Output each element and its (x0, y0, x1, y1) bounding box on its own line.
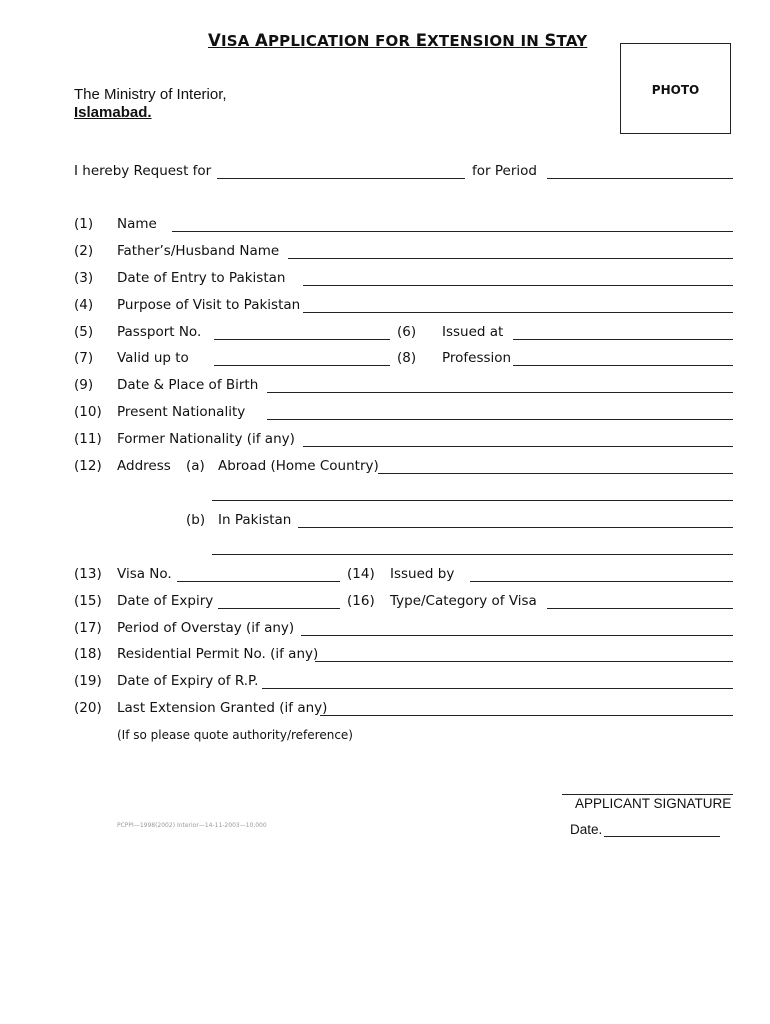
f9-label: Date & Place of Birth (117, 377, 259, 393)
f12b-letter: (b) (186, 512, 206, 528)
request-blank[interactable] (217, 178, 465, 179)
f1-label: Name (117, 216, 157, 232)
f12b-label: In Pakistan (218, 512, 292, 528)
f12a-letter: (a) (186, 458, 205, 474)
f5-blank[interactable] (214, 339, 390, 340)
f12-num: (12) (74, 458, 102, 474)
f8-blank[interactable] (513, 365, 733, 366)
f1-blank[interactable] (172, 231, 733, 232)
f12b-blank[interactable] (298, 527, 733, 528)
f8-label: Profession (442, 350, 512, 366)
f10-label: Present Nationality (117, 404, 246, 420)
title-part: E (415, 31, 428, 50)
f13-blank[interactable] (177, 581, 340, 582)
f17-blank[interactable] (301, 635, 733, 636)
photo-label: PHOTO (651, 83, 700, 97)
f13-num: (13) (74, 566, 102, 582)
f3-num: (3) (74, 270, 94, 286)
f9-num: (9) (74, 377, 94, 393)
f18-blank[interactable] (315, 661, 733, 662)
f2-label: Father’s/Husband Name (117, 243, 280, 259)
f18-num: (18) (74, 646, 102, 662)
f18-label: Residential Permit No. (if any) (117, 646, 319, 662)
f6-num: (6) (397, 324, 417, 340)
f4-num: (4) (74, 297, 94, 313)
f13-label: Visa No. (117, 566, 172, 582)
f14-num: (14) (347, 566, 375, 582)
f5-label: Passport No. (117, 324, 202, 340)
date-blank[interactable] (604, 836, 720, 837)
f14-label: Issued by (390, 566, 455, 582)
title-part: TAY (556, 32, 588, 50)
f11-num: (11) (74, 431, 102, 447)
request-label: I hereby Request for (74, 163, 212, 179)
f12a-label: Abroad (Home Country) (218, 458, 379, 474)
f9-blank[interactable] (267, 392, 733, 393)
f20-num: (20) (74, 700, 102, 716)
f4-label: Purpose of Visit to Pakistan (117, 297, 301, 313)
addressee-line-2: Islamabad. (74, 104, 152, 121)
f15-blank[interactable] (218, 608, 340, 609)
f20-label: Last Extension Granted (if any) (117, 700, 328, 716)
f11-label: Former Nationality (if any) (117, 431, 295, 447)
footer-code: PCPPI—1998(2002) Interior—14-11-2003—10,000 (117, 822, 267, 829)
f7-label: Valid up to (117, 350, 189, 366)
date-label: Date. (570, 822, 603, 837)
title-part: ISA (220, 32, 255, 50)
f10-num: (10) (74, 404, 102, 420)
title-part: V (208, 31, 221, 50)
f16-blank[interactable] (547, 608, 733, 609)
f12a-blank[interactable] (378, 473, 733, 474)
title-part: S (544, 31, 557, 50)
period-blank[interactable] (547, 178, 733, 179)
f14-blank[interactable] (470, 581, 733, 582)
f20-blank[interactable] (320, 715, 733, 716)
f8-num: (8) (397, 350, 417, 366)
f16-num: (16) (347, 593, 375, 609)
f15-label: Date of Expiry (117, 593, 214, 609)
f19-num: (19) (74, 673, 102, 689)
f6-blank[interactable] (513, 339, 733, 340)
f11-blank[interactable] (303, 446, 733, 447)
applicant-signature-label: APPLICANT SIGNATURE (575, 796, 732, 811)
f17-num: (17) (74, 620, 102, 636)
f3-label: Date of Entry to Pakistan (117, 270, 286, 286)
extension-note: (If so please quote authority/reference) (117, 728, 353, 742)
f10-blank[interactable] (267, 419, 733, 420)
f2-blank[interactable] (288, 258, 733, 259)
f4-blank[interactable] (303, 312, 733, 313)
form-title (208, 31, 587, 50)
photo-box (620, 43, 731, 134)
f7-blank[interactable] (214, 365, 390, 366)
f17-label: Period of Overstay (if any) (117, 620, 295, 636)
addressee-line-1: The Ministry of Interior, (74, 86, 227, 103)
f19-label: Date of Expiry of R.P. (117, 673, 259, 689)
f19-blank[interactable] (262, 688, 733, 689)
period-label: for Period (472, 163, 537, 179)
f12-label: Address (117, 458, 171, 474)
f5-num: (5) (74, 324, 94, 340)
f3-blank[interactable] (303, 285, 733, 286)
signature-line[interactable] (562, 794, 733, 795)
f16-label: Type/Category of Visa (390, 593, 537, 609)
f1-num: (1) (74, 216, 94, 232)
title-part: XTENSION IN (427, 32, 545, 50)
f6-label: Issued at (442, 324, 504, 340)
title-part: A (255, 31, 268, 50)
f12b-blank-2[interactable] (212, 554, 733, 555)
f2-num: (2) (74, 243, 94, 259)
f12a-blank-2[interactable] (212, 500, 733, 501)
title-part: PPLICATION FOR (267, 32, 416, 50)
f15-num: (15) (74, 593, 102, 609)
f7-num: (7) (74, 350, 94, 366)
